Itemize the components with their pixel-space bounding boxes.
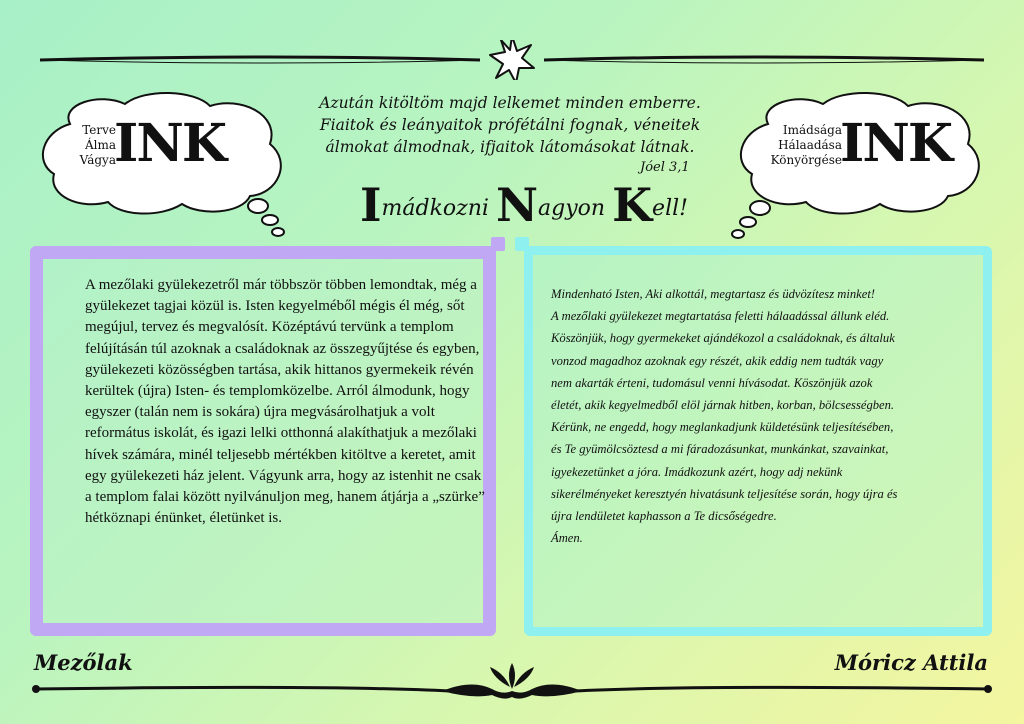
right-cloud-ink: INK (840, 113, 952, 174)
footer-location: Mezőlak (34, 650, 133, 675)
cloud-word: Hálaadása (778, 138, 842, 152)
left-cloud-ink: INK (114, 113, 226, 174)
prayer-line: Mindenható Isten, Aki alkottál, megtartasz és üdvözítesz minket! (551, 287, 876, 301)
motto-word: agyon (538, 196, 613, 221)
top-ornament (40, 40, 984, 80)
motto-word: mádkozni (381, 196, 496, 221)
box-corner-tail (515, 237, 529, 251)
box-corner-tail (491, 237, 505, 251)
cloud-word: Imádsága (782, 123, 842, 137)
verse-line: álmokat álmodnak, ifjaitok látomásokat látnak. (325, 138, 695, 156)
prayer-text-box (524, 246, 992, 636)
star-icon (490, 40, 534, 80)
prayer-line: Kérünk, ne engedd, hogy meglankadjunk küldetésünk teljesítésében, (551, 420, 894, 435)
verse-line: Azután kitöltöm majd lelkemet minden emberre. (319, 94, 701, 112)
verse-reference: Jóel 3,1 (640, 160, 690, 175)
prayer-line: újra lendületet kaphasson a Te dicsőségedre. (551, 509, 777, 524)
motto-initial: N (495, 178, 539, 232)
cloud-word: Könyörgése (770, 153, 842, 167)
cloud-word: Terve (82, 123, 116, 137)
prayer-line: Köszönjük, hogy gyermekeket ajándékozol a családoknak, és általuk (551, 331, 895, 346)
bible-verse (300, 92, 720, 158)
prayer-line: életét, akik kegyelmedből elöl járnak hitben, korban, bölcsességben. (551, 398, 895, 413)
plans-text-box (30, 246, 496, 636)
right-cloud-words (752, 123, 842, 168)
prayer-line: nem akarták érteni, tudomásul venni hívásodat. Köszönjük azok (551, 375, 873, 390)
prayer-line: vonzod magadhoz azoknak egy részét, akik eddig nem tudták vagy (551, 353, 884, 368)
cloud-word: Vágya (79, 153, 116, 167)
prayer-line: sikerélményeket keresztyén hivatásunk teljesítése során, hogy újra és (551, 486, 898, 501)
left-cloud-words (60, 123, 116, 168)
prayer-paragraph (551, 283, 981, 549)
motto-word: ell! (652, 196, 688, 221)
motto-initial: K (612, 178, 653, 232)
motto (360, 178, 688, 232)
footer-author: Móricz Attila (834, 650, 988, 675)
prayer-line: igyekezetünket a jóra. Imádkozunk azért, hogy adj nekünk (551, 464, 843, 479)
leaf-flourish-icon (442, 663, 582, 699)
verse-line: Fiaitok és leányaitok prófétálni fognak, véneitek (319, 116, 701, 134)
motto-initial: I (360, 178, 382, 232)
prayer-line: A mezőlaki gyülekezet megtartatása feletti hálaadással állunk eléd. (551, 309, 890, 324)
plans-paragraph: A mezőlaki gyülekezetről már többször többen lemondtak, még a gyülekezet tagjai közül is. Isten kegyelméből mégis él még, sőt megújul, tervez és megvalósít. Középtávú tervünk a templom felújításán túl azoknak a családoknak az összegyűjtése és egyben, gyülekezeti közösségben tartása, akik hittanos gyermekeik révén kerültek (újra) Isten- és templomközelbe. Arról álmodunk, hogy egyszer (talán nem is sokára) újra megvásárolhatjuk a volt református iskolát, és igazi lelki otthonná alakíthatjuk a mezőlaki hívek számára, minél teljesebb mértékben kitöltve a keretet, amit egy gyülekezeti ház jelent. Vágyunk arra, hogy az istenhit ne csak a templom falai között nyilvánuljon meg, hanem átjárja a „szürke” hétköznapi énünket, életünket is. (85, 277, 485, 527)
prayer-line: és Te gyümölcsöztesd a mi fáradozásunkat, munkánkat, szavainkat, (551, 442, 889, 457)
prayer-line: Ámen. (551, 531, 583, 546)
cloud-word: Álma (84, 138, 116, 152)
